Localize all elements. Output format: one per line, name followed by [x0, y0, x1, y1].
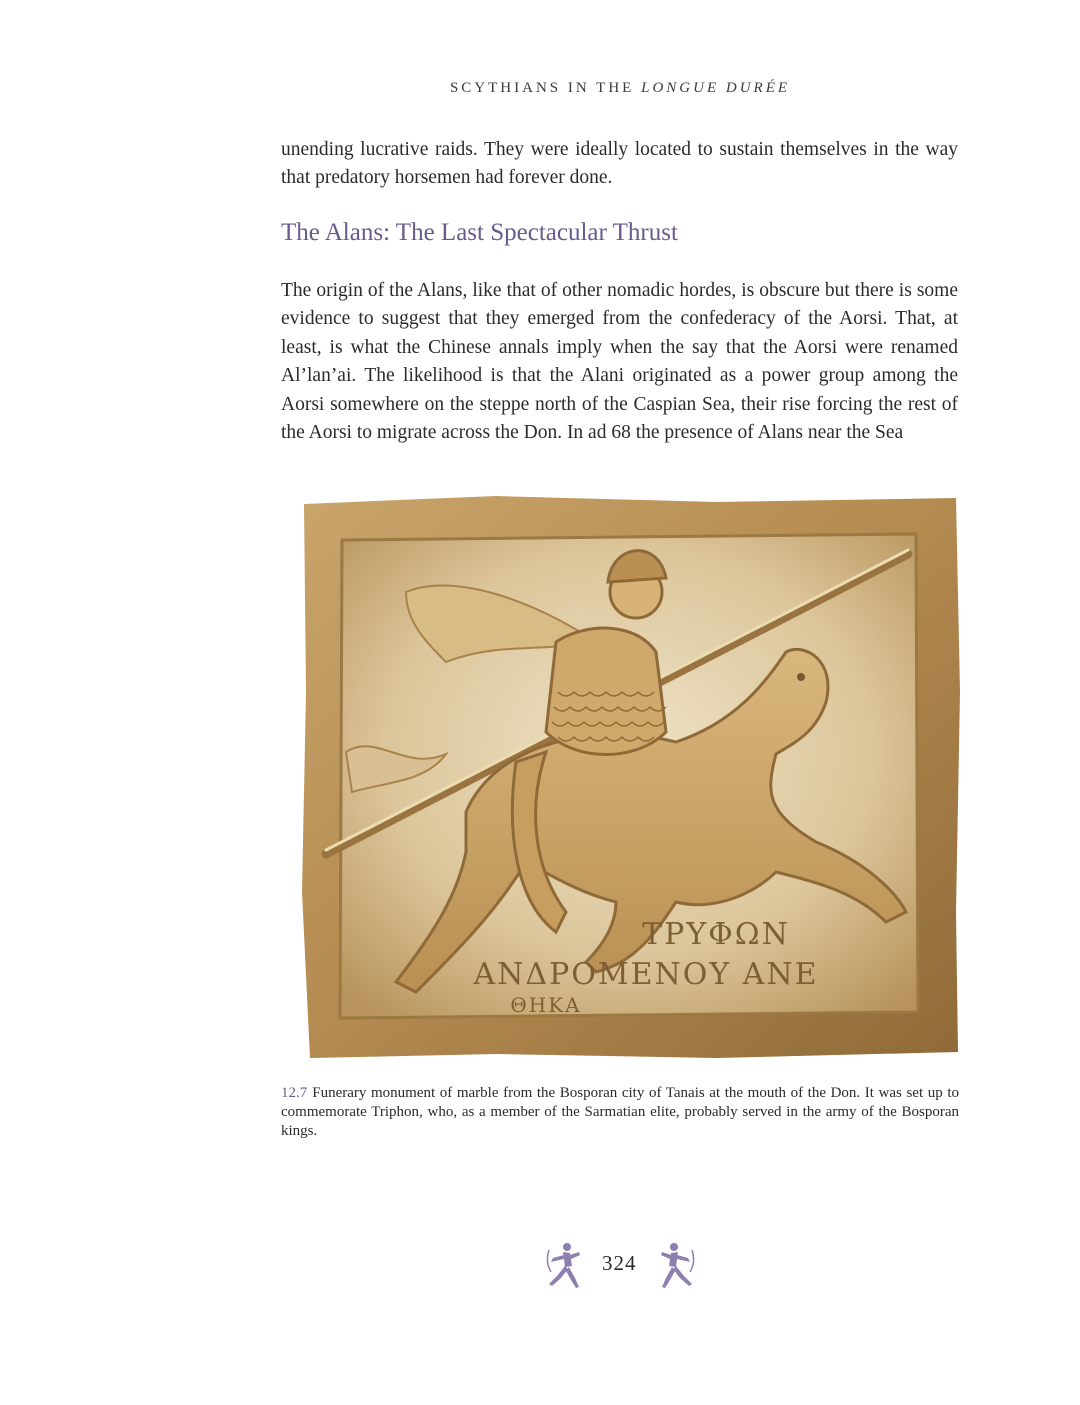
relief-illustration [296, 492, 962, 1060]
inscription-line: ΤΡΥΦΩΝ [642, 917, 790, 952]
body-paragraph: The origin of the Alans, like that of other nomadic hordes, is obscure but there is some evidence to suggest that they emerged from the confederacy of the Aorsi. That, at least, is what the Chinese annals imply when the say that the Aorsi were renamed Al’lan’ai. The likelihood is that the Alani originated as a power group among the Aorsi somewhere on the steppe north of the Caspian Sea, their rise forcing the rest of the Aorsi to migrate across the Don. In ad 68 the presence of Alans near the Sea [281, 280, 958, 444]
funerary-relief-image [296, 492, 962, 1060]
running-head [0, 80, 1080, 97]
page-footer [540, 1240, 700, 1292]
running-head-prefix: SCYTHIANS IN THE [449, 80, 642, 96]
running-archer-icon [658, 1240, 698, 1290]
caption-text: Funerary monument of marble from the Bosporan city of Tanais at the mouth of the Don. It was set up to commemorate Triphon, who, as a member of the Sarmatian elite, probably served in the army of the Bosporan kings. [281, 1085, 959, 1139]
figure-caption [281, 1084, 959, 1141]
inscription-line: ΘΗΚΑ [510, 993, 582, 1017]
section-heading: The Alans: The Last Spectacular Thrust [281, 219, 678, 246]
inscription-line: ΑΝΔΡΟΜΕΝΟΥ ΑΝΕ [473, 957, 819, 992]
body-paragraph: unending lucrative raids. They were ideally located to sustain themselves in the way that predatory horsemen had forever done. [281, 139, 958, 189]
figure-number: 12.7 [281, 1085, 308, 1101]
running-archer-icon [543, 1240, 583, 1290]
page-number: 324 [602, 1251, 637, 1275]
running-head-italic: LONGUE DURÉE [641, 80, 791, 96]
